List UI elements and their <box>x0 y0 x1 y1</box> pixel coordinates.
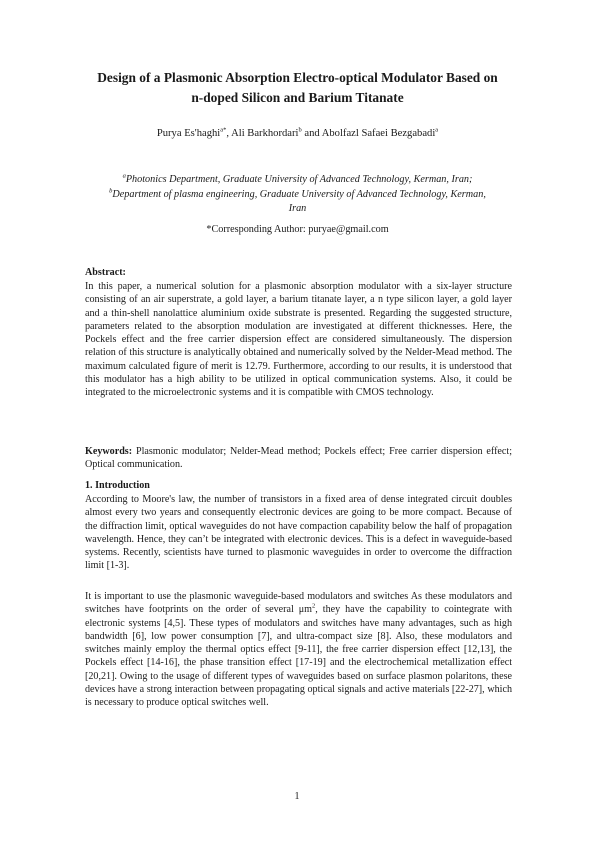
introduction-paragraph-2-sup: 2 <box>312 602 316 610</box>
keywords-text: Plasmonic modulator; Nelder-Mead method; Pockels effect; Free carrier dispersion effect; Optical communication. <box>85 446 512 471</box>
keywords <box>85 445 512 472</box>
paper-title <box>60 68 535 108</box>
author-sep-1: , <box>226 128 232 139</box>
affiliation-b-line-2: Iran <box>288 203 307 214</box>
author-1-name: Purya Es'haghi <box>156 128 221 139</box>
affiliation-a-text: Photonics Department, Graduate University of Advanced Technology, Kerman, Iran; <box>125 174 473 185</box>
affiliation-a <box>70 173 525 188</box>
affiliation-b <box>70 188 525 203</box>
introduction-paragraph-1: According to Moore's law, the number of transistors in a fixed area of dense integrated circuit doubles almost every two years and consequently electronic devices are going to be more compact. Because of the diffraction limit, optical waveguides do not have compaction capability below the half of propagation wavelength. Hence, they can’t be integrated with electronic devices. This is a defect in waveguide-based systems. Recently, scientists have turned to plasmonic waveguides in order to overcome the diffraction limit [1-3]. <box>85 494 512 572</box>
author-list <box>60 126 535 141</box>
introduction-paragraph-2 <box>85 590 512 710</box>
page-number: 1 <box>294 791 300 802</box>
abstract-body: In this paper, a numerical solution for a plasmonic absorption modulator with a six-layer structure consisting of an air superstrate, a gold layer, a barium titanate layer, a n type silicon layer, a gold layer and a thin-shell nanolattice aluminium oxide substrate is presented. Regarding the suggested structure, parameters related to the absorption modulation are investigated at different thicknesses. Here, the Pockels effect and the free carrier dispersion effect are considered simultaneously. The dispersion relation of this structure is analytically obtained and numerically solved by the Nelder-Mead method. The maximum calculated figure of merit is 12.79. Furthermore, according to our results, it is understood that this modulator has a high ability to be utilized in optical communication systems. Also, it could be integrated to the microelectronic systems and it is compatible with CMOS technology. <box>85 281 512 399</box>
author-2-name: Ali Barkhordari <box>231 128 299 139</box>
introduction-paragraph-2-part-b: , they have the capability to cointegrate with electronic systems [4,5]. These types of modulators and switches have many advantages, such as high bandwidth [6], low power consumption [7], and ultra-compact size [8]. Also, these modulators and switches mainly employ the thermal optics effect [9-11], the free carrier dispersion effect [12,13], the Pockels effect [14-16], the phase transition effect [17-19] and the electrochemical metallization effect [20,21]. Owing to the usage of different types of waveguides based on surface plasmon polaritons, these devices have a strong interaction between propagating optical signals and active materials [22-27], which is necessary to produce optical switches well. <box>85 604 512 709</box>
affiliation-b-text: Department of plasma engineering, Graduate University of Advanced Technology, Kerman, <box>112 188 486 200</box>
author-1-sup: a* <box>220 126 227 134</box>
author-2-sup: b <box>298 126 302 134</box>
author-3-sup: a <box>435 126 439 134</box>
keywords-label: Keywords: <box>85 446 133 457</box>
title-line-2: n-doped Silicon and Barium Titanate <box>191 90 404 105</box>
section-heading-introduction: 1. Introduction <box>85 480 150 491</box>
author-sep-2: and <box>301 128 322 139</box>
affiliation-a-sup: a <box>122 172 126 180</box>
affiliations <box>70 173 525 217</box>
affiliation-b-sup: b <box>109 187 113 195</box>
introduction-paragraph-2-part-a: It is important to use the plasmonic waveguide-based modulators and switches As these modulators and switches have footprints on the order of several μm <box>85 591 512 616</box>
abstract-heading: Abstract: <box>85 267 126 278</box>
corresponding-author: *Corresponding Author: puryae@gmail.com <box>206 224 389 235</box>
title-line-1: Design of a Plasmonic Absorption Electro-optical Modulator Based on <box>97 70 498 85</box>
author-3-name: Abolfazl Safaei Bezgabadi <box>321 128 436 139</box>
